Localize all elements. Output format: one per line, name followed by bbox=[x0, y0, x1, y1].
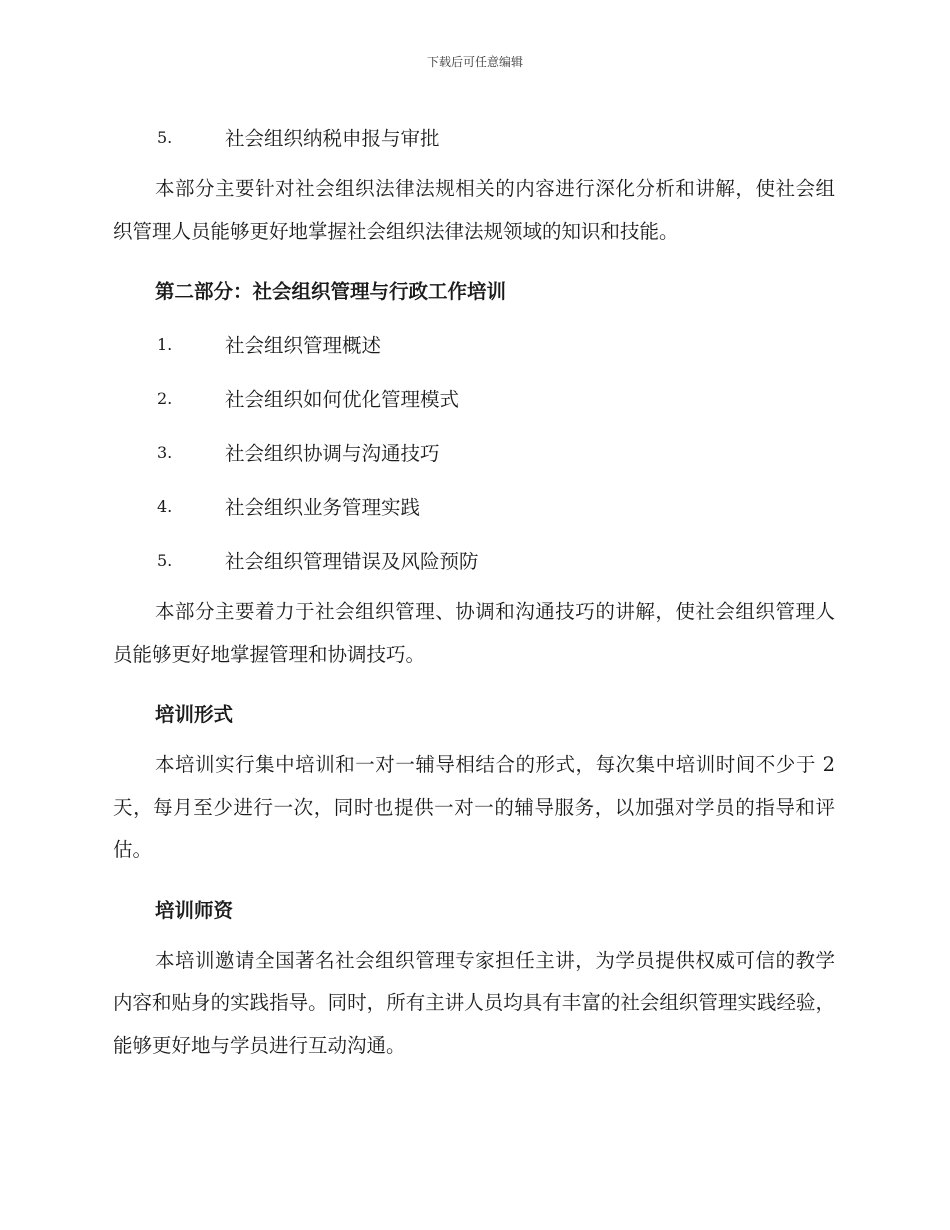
training-format-heading: 培训形式 bbox=[155, 703, 234, 726]
list-number: 5. bbox=[157, 127, 173, 147]
list-label: 社会组织如何优化管理模式 bbox=[225, 388, 460, 411]
part1-summary-paragraph: 本部分主要针对社会组织法律法规相关的内容进行深化分析和讲解，使社会组织管理人员能够更好地掌握社会组织法律法规领域的知识和技能。 bbox=[113, 177, 835, 243]
list-item bbox=[113, 110, 835, 164]
training-faculty-paragraph: 本培训邀请全国著名社会组织管理专家担任主讲，为学员提供权威可信的教学内容和贴身的实践指导。同时，所有主讲人员均具有丰富的社会组织管理实践经验，能够更好地与学员进行互动沟通。 bbox=[113, 948, 835, 1057]
list-number: 5. bbox=[157, 550, 173, 570]
list-item bbox=[113, 533, 835, 587]
training-faculty-heading: 培训师资 bbox=[155, 898, 234, 922]
list-label: 社会组织管理概述 bbox=[225, 334, 382, 357]
list-number: 1. bbox=[157, 334, 173, 354]
list-label: 社会组织协调与沟通技巧 bbox=[225, 442, 440, 465]
page-header: 下载后可任意编辑 bbox=[426, 55, 523, 69]
part2-heading: 第二部分：社会组织管理与行政工作培训 bbox=[155, 280, 507, 303]
list-number: 2. bbox=[157, 388, 173, 408]
list-item bbox=[113, 371, 835, 425]
list-number: 3. bbox=[157, 442, 173, 462]
list-item bbox=[113, 479, 835, 533]
list-number: 4. bbox=[157, 496, 173, 516]
list-item bbox=[113, 425, 835, 479]
part2-summary-paragraph: 本部分主要着力于社会组织管理、协调和沟通技巧的讲解，使社会组织管理人员能够更好地掌握管理和协调技巧。 bbox=[113, 600, 835, 666]
list-label: 社会组织管理错误及风险预防 bbox=[225, 550, 479, 573]
list-item bbox=[113, 317, 835, 371]
training-format-paragraph: 本培训实行集中培训和一对一辅导相结合的形式，每次集中培训时间不少于 2 天，每月至少进行一次，同时也提供一对一的辅导服务，以加强对学员的指导和评估。 bbox=[113, 753, 835, 861]
list-label: 社会组织纳税申报与审批 bbox=[225, 127, 440, 150]
list-label: 社会组织业务管理实践 bbox=[225, 496, 421, 519]
document-body bbox=[113, 110, 835, 1077]
